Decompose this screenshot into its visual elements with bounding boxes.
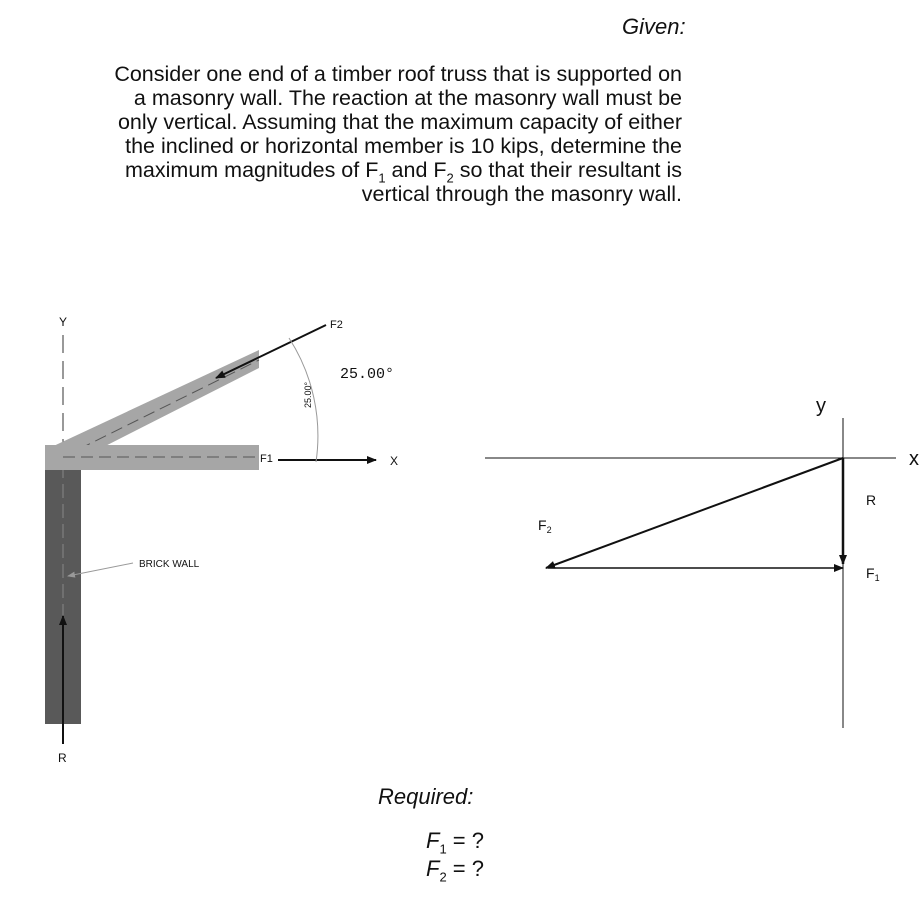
problem-line-5-sub1: 1: [378, 170, 386, 186]
required-f1-rest: = ?: [446, 828, 484, 853]
f1-label: F1: [260, 453, 273, 465]
problem-line-2: a masonry wall. The reaction at the masonry wall must be: [133, 86, 682, 110]
x-axis-label: X: [390, 454, 399, 468]
f1-vector-label: [866, 565, 880, 583]
required-f1-sub: 1: [439, 841, 447, 857]
required-f2-rest: = ?: [446, 856, 484, 881]
problem-line-5-a: maximum magnitudes of F: [125, 158, 379, 182]
required-heading: Required:: [378, 784, 474, 809]
f2-arrow: [216, 325, 326, 378]
f2-vector-letter: F: [538, 517, 547, 533]
problem-line-5-sub2: 2: [446, 170, 454, 186]
problem-line-3: only vertical. Assuming that the maximum capacity of either: [117, 110, 682, 134]
required-f1-letter: F: [426, 828, 440, 853]
triangle-y-label: y: [816, 395, 826, 417]
f2-vector-sub: 2: [546, 525, 552, 535]
f1-vector-sub: 1: [874, 573, 880, 583]
problem-line-4: the inclined or horizontal member is 10 kips, determine the: [125, 134, 682, 158]
angle-label-small: 25.00°: [303, 381, 313, 408]
f2-vector-label: [538, 517, 552, 535]
f2-label: F2: [330, 319, 343, 331]
f2-vector: [546, 458, 843, 568]
triangle-x-label: x: [909, 448, 919, 470]
required-f2-letter: F: [426, 856, 440, 881]
problem-line-5-c: so that their resultant is: [453, 158, 682, 182]
given-heading: Given:: [622, 14, 686, 39]
r-vector-label: R: [866, 492, 877, 508]
wall-label: BRICK WALL: [139, 559, 200, 570]
y-axis-label: Y: [59, 315, 68, 329]
problem-line-6: vertical through the masonry wall.: [361, 182, 682, 206]
angle-label-large: 25.00°: [340, 366, 395, 383]
required-f2: [426, 856, 484, 890]
f1-vector-letter: F: [866, 565, 875, 581]
required-f2-sub: 2: [439, 869, 447, 885]
reaction-label: R: [58, 751, 67, 765]
problem-line-5-b: and F: [385, 158, 447, 182]
problem-line-1: Consider one end of a timber roof truss that is supported on: [114, 62, 682, 86]
